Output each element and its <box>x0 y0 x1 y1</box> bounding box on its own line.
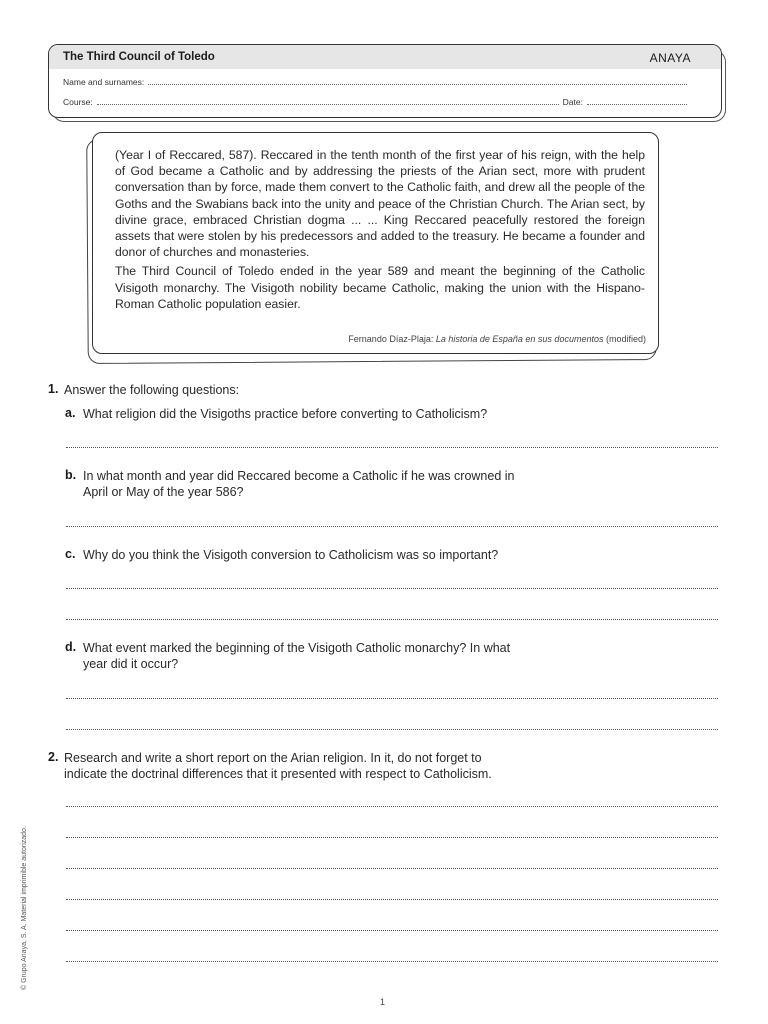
source-citation <box>348 334 646 344</box>
question-1b-text-line2: April or May of the year 586? <box>83 485 244 499</box>
question-1b-letter: b. <box>65 468 77 482</box>
answer-line-2-4[interactable] <box>66 899 718 900</box>
answer-line-2-2[interactable] <box>66 837 718 838</box>
citation-author: Fernando Díaz-Plaja: <box>348 334 434 344</box>
question-1a-letter: a. <box>65 406 76 420</box>
answer-line-2-1[interactable] <box>66 806 718 807</box>
question-1d-text-line2: year did it occur? <box>83 657 179 671</box>
answer-line-1c-2[interactable] <box>66 619 718 620</box>
question-2-text-line2: indicate the doctrinal differences that it presented with respect to Catholicism. <box>64 767 492 781</box>
question-1a-text: What religion did the Visigoths practice before converting to Catholicism? <box>83 407 488 421</box>
date-label: Date: <box>562 97 583 107</box>
answer-line-2-6[interactable] <box>66 961 718 962</box>
question-1b-text-line1: In what month and year did Reccared become a Catholic if he was crowned in <box>83 469 515 483</box>
answer-line-1b[interactable] <box>66 526 718 527</box>
date-input-line[interactable] <box>587 103 687 105</box>
answer-line-1c-1[interactable] <box>66 588 718 589</box>
course-label: Course: <box>63 97 93 107</box>
question-2-number: 2. <box>48 750 59 764</box>
answer-line-1a[interactable] <box>66 447 718 448</box>
name-input-line[interactable] <box>148 83 687 85</box>
answer-line-2-5[interactable] <box>66 930 718 931</box>
question-1-number: 1. <box>48 382 59 396</box>
source-text-box <box>92 132 659 354</box>
worksheet-header <box>48 44 722 118</box>
copyright-notice: © Grupo Anaya, S. A. Material imprimible autorizado. <box>21 826 28 990</box>
course-date-row <box>63 97 691 107</box>
citation-note: (modified) <box>605 334 646 344</box>
question-2-text-line1: Research and write a short report on the Arian religion. In it, do not forget to <box>64 751 482 765</box>
name-field-row <box>63 77 691 87</box>
answer-line-1d-1[interactable] <box>66 698 718 699</box>
question-1c-letter: c. <box>65 547 76 561</box>
source-paragraph-1: (Year I of Reccared, 587). Reccared in the tenth month of the first year of his reign, with the help of God became a Catholic and by addressing the priests of the Arian sect, more with prudent conversation than by force, made them convert to the Catholic faith, and drew all the people of the Goths and the Swabians back into the unity and peace of the Christian Church. The Arian sect, by divine grace, embraced Christian dogma ... ... King Reccared peacefully restored the foreign assets that were stolen by his predecessors and added to the treasury. He became a founder and donor of churches and monasteries. <box>115 148 645 260</box>
worksheet-title: The Third Council of Toledo <box>63 51 215 63</box>
answer-line-1d-2[interactable] <box>66 729 718 730</box>
page-number: 1 <box>380 997 386 1007</box>
question-1-prompt: Answer the following questions: <box>64 383 240 397</box>
source-paragraph-2: The Third Council of Toledo ended in the year 589 and meant the beginning of the Catholic Visigoth monarchy. The Visigoth nobility became Catholic, making the union with the Hispano-Roman Catholic population easier. <box>115 264 645 311</box>
answer-line-2-3[interactable] <box>66 868 718 869</box>
publisher-logo: ANAYA <box>649 51 691 65</box>
source-text <box>115 147 645 315</box>
question-1c-text: Why do you think the Visigoth conversion to Catholicism was so important? <box>83 548 499 562</box>
question-1d-letter: d. <box>65 640 77 654</box>
question-1d-text-line1: What event marked the beginning of the Visigoth Catholic monarchy? In what <box>83 641 511 655</box>
name-label: Name and surnames: <box>63 77 145 87</box>
course-input-line[interactable] <box>97 103 559 105</box>
citation-work: La historia de España en sus documentos <box>435 334 604 344</box>
